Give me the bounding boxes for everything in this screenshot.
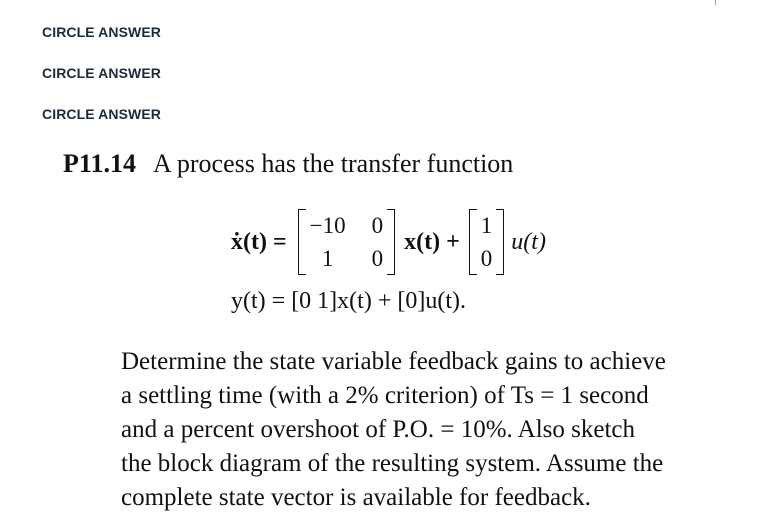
matrix-a-cell-11: −10 (309, 212, 346, 238)
problem-statement: A process has the transfer function (153, 149, 514, 178)
matrix-a-cell-21: 1 (321, 245, 334, 271)
body-line-3: and a percent overshoot of P.O. = 10%. Also sketch (121, 416, 636, 443)
body-line-2: a settling time (with a 2% criterion) of Ts = 1 second (121, 382, 649, 409)
state-equation (231, 207, 546, 277)
body-line-4: the block diagram of the resulting system. Assume the (121, 450, 664, 477)
body-line-1: Determine the state variable feedback gains to achieve (121, 348, 666, 375)
top-edge-mark (715, 0, 716, 5)
problem-number: P11.14 (63, 149, 136, 178)
state-derivative-lhs: ẋ(t) = (231, 228, 287, 255)
matrix-a-cell-12: 0 (371, 212, 384, 238)
matrix-a-cell-22: 0 (371, 245, 384, 271)
body-line-5: complete state vector is available for feedback. (121, 484, 591, 511)
system-matrix-a (298, 209, 395, 275)
input-term: u(t) (511, 228, 546, 255)
matrix-b-cell-2: 0 (480, 245, 493, 271)
matrix-b-cell-1: 1 (480, 212, 493, 238)
state-vector-term: x(t) + (404, 228, 460, 255)
input-matrix-b (469, 209, 505, 275)
problem-body (121, 345, 766, 515)
output-equation: y(t) = [0 1]x(t) + [0]u(t). (231, 288, 466, 314)
circle-answer-label-3[interactable]: CIRCLE ANSWER (42, 106, 162, 122)
circle-answer-label-2[interactable]: CIRCLE ANSWER (42, 65, 162, 81)
circle-answer-label-1[interactable]: CIRCLE ANSWER (42, 24, 162, 40)
problem-heading (63, 149, 513, 179)
